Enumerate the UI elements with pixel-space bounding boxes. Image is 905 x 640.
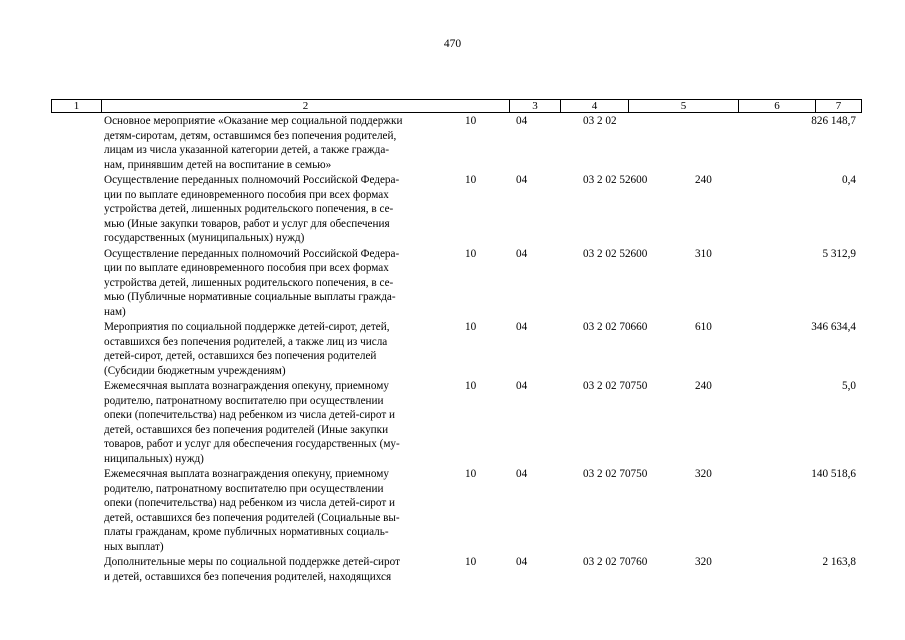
row-description: Ежемесячная выплата вознаграждения опекуну, приемному родителю, патронатному воспитателю при осуществлении опеки (попечительства) над ребенком из числа детей-сирот и детей, оставшихся без попечения родителей (Иные закупки товаров, работ и услуг для обеспечения государственных (му- ниципальных) нужд) xyxy=(104,380,400,465)
row-target-code: 03 2 02 xyxy=(583,115,617,127)
table-body xyxy=(0,114,905,585)
row-section: 10 xyxy=(465,321,477,333)
row-section: 10 xyxy=(465,174,477,186)
row-sum: 0,4 xyxy=(842,174,856,186)
table-row xyxy=(0,467,905,555)
row-expense-type: 310 xyxy=(695,247,712,260)
row-expense-type: 320 xyxy=(695,468,712,480)
row-expense-type: 240 xyxy=(695,380,712,392)
row-description: Мероприятия по социальной поддержке детей-сирот, детей, оставшихся без попечения родителей, а также лиц из числа детей-сирот, детей, оставшихся без попечения родителей (Субсидии бюджетным учреждениям) xyxy=(104,321,390,377)
row-subsection: 04 xyxy=(516,247,528,260)
row-description: Осуществление переданных полномочий Российской Федера- ции по выплате единовременного пособия при всех формах устройства детей, лишенных родительского попечения, в се- мью (Иные закупки товаров, работ и услуг для обеспечения государственных (муниципальных) нужд) xyxy=(104,174,400,245)
row-subsection: 04 xyxy=(516,380,528,392)
row-expense-type: 320 xyxy=(695,556,712,568)
row-sum: 5 312,9 xyxy=(822,247,856,260)
header-col-3: 3 xyxy=(509,100,560,112)
row-description: Ежемесячная выплата вознаграждения опекуну, приемному родителю, патронатному воспитателю при осуществлении опеки (попечительства) над ребенком из числа детей-сирот и детей, оставшихся без попечения родителей (Социальные вы- платы гражданам, кроме публичных нормативных социаль- ных выплат) xyxy=(104,468,400,553)
table-row xyxy=(0,320,905,379)
row-subsection: 04 xyxy=(516,174,528,186)
table-row xyxy=(0,379,905,467)
header-col-7: 7 xyxy=(815,100,861,112)
row-description: Осуществление переданных полномочий Российской Федера- ции по выплате единовременного пособия при всех формах устройства детей, лишенных родительского попечения, в се- мью (Публичные нормативные социальные выплаты гражда- нам) xyxy=(104,247,400,318)
row-section: 10 xyxy=(465,468,477,480)
row-subsection: 04 xyxy=(516,115,528,127)
header-col-1: 1 xyxy=(73,100,80,112)
row-description: Дополнительные меры по социальной поддержке детей-сирот и детей, оставшихся без попечения родителей, находящихся xyxy=(104,556,400,583)
table-row xyxy=(0,114,905,173)
row-sum: 2 163,8 xyxy=(822,556,856,568)
row-subsection: 04 xyxy=(516,468,528,480)
page-number: 470 xyxy=(443,38,462,50)
row-subsection: 04 xyxy=(516,556,528,568)
row-target-code: 03 2 02 52600 xyxy=(583,247,648,260)
row-expense-type: 240 xyxy=(695,174,712,186)
row-section: 10 xyxy=(465,247,477,260)
row-sum: 5,0 xyxy=(842,380,856,392)
row-sum: 826 148,7 xyxy=(811,115,856,127)
row-expense-type: 610 xyxy=(695,321,712,333)
header-col-5: 5 xyxy=(628,100,738,112)
row-section: 10 xyxy=(465,115,477,127)
row-target-code: 03 2 02 52600 xyxy=(583,174,648,186)
row-sum: 346 634,4 xyxy=(811,321,856,333)
row-target-code: 03 2 02 70660 xyxy=(583,321,648,333)
header-col-6: 6 xyxy=(738,100,815,112)
row-target-code: 03 2 02 70750 xyxy=(583,380,648,392)
row-section: 10 xyxy=(465,556,477,568)
table-header xyxy=(51,99,862,113)
row-target-code: 03 2 02 70760 xyxy=(583,556,648,568)
row-description: Основное мероприятие «Оказание мер социальной поддержки детям-сиротам, детям, оставшимся без попечения родителей, лицам из числа указанной категории детей, а также гражда- нам, принявшим детей на воспитание в семью» xyxy=(104,115,403,171)
row-sum: 140 518,6 xyxy=(811,468,856,480)
table-row xyxy=(0,555,905,585)
header-col-4: 4 xyxy=(560,100,628,112)
row-section: 10 xyxy=(465,380,477,392)
row-target-code: 03 2 02 70750 xyxy=(583,468,648,480)
row-subsection: 04 xyxy=(516,321,528,333)
table-row xyxy=(0,247,905,321)
table-row xyxy=(0,173,905,247)
header-col-2: 2 xyxy=(101,100,509,112)
